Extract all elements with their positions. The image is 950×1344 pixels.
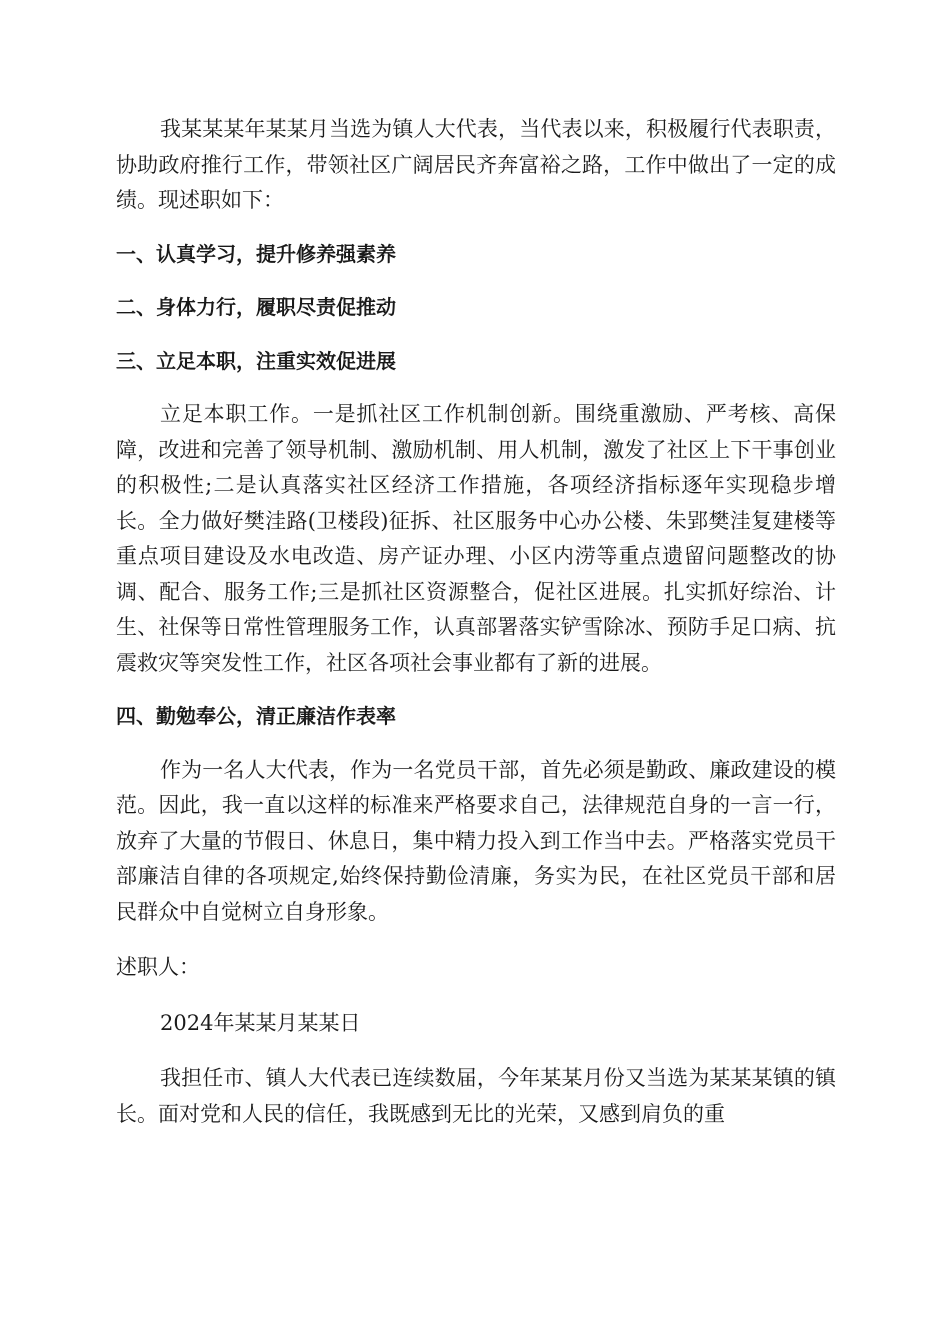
spacer: [116, 326, 836, 344]
section-heading-1: 一、认真学习，提升修养强素养: [116, 241, 396, 266]
spacer: [116, 930, 836, 950]
intro-paragraph: 我某某某年某某月当选为镇人大代表，当代表以来，积极履行代表职责，协助政府推行工作，带领社区广阔居民齐奔富裕之路，工作中做出了一定的成绩。现述职如下：: [116, 117, 836, 212]
spacer: [116, 272, 836, 290]
spacer: [116, 379, 836, 397]
section3-paragraph: 立足本职工作。一是抓社区工作机制创新。围绕重激励、严考核、高保障，改进和完善了领导机制、激励机制、用人机制，激发了社区上下干事创业的积极性;二是认真落实社区经济工作措施，各项经济指标逐年实现稳步增长。全力做好樊洼路(卫楼段)征拆、社区服务中心办公楼、朱郢樊洼复建楼等重点项目建设及水电改造、房产证办理、小区内涝等重点遗留问题整改的协调、配合、服务工作;三是抓社区资源整合，促社区进展。扎实抓好综治、计生、社保等日常性管理服务工作，认真部署落实铲雪除冰、预防手足口病、抗震救灾等突发性工作，社区各项社会事业都有了新的进展。: [116, 402, 836, 675]
signature-label: 述职人：: [116, 955, 200, 979]
spacer: [116, 986, 836, 1006]
spacer: [116, 735, 836, 753]
spacer: [116, 219, 836, 237]
date-line: 2024年某某月某某日: [160, 1010, 361, 1035]
document-page: [116, 112, 836, 1132]
section-heading-4: 四、勤勉奉公，清正廉洁作表率: [116, 704, 396, 728]
spacer: [116, 681, 836, 699]
closing-paragraph: 我担任市、镇人大代表已连续数届，今年某某月份又当选为某某某镇的镇长。面对党和人民的信任，我既感到无比的光荣，又感到肩负的重: [116, 1066, 836, 1126]
section-heading-2: 二、身体力行，履职尽责促推动: [116, 295, 396, 319]
section4-paragraph: 作为一名人大代表，作为一名党员干部，首先必须是勤政、廉政建设的模范。因此，我一直以这样的标准来严格要求自己，法律规范自身的一言一行，放弃了大量的节假日、休息日，集中精力投入到工作当中去。严格落实党员干部廉洁自律的各项规定,始终保持勤俭清廉，务实为民，在社区党员干部和居民群众中自觉树立自身形象。: [116, 757, 836, 924]
section-heading-3: 三、立足本职，注重实效促进展: [116, 348, 396, 373]
spacer: [116, 1041, 836, 1061]
